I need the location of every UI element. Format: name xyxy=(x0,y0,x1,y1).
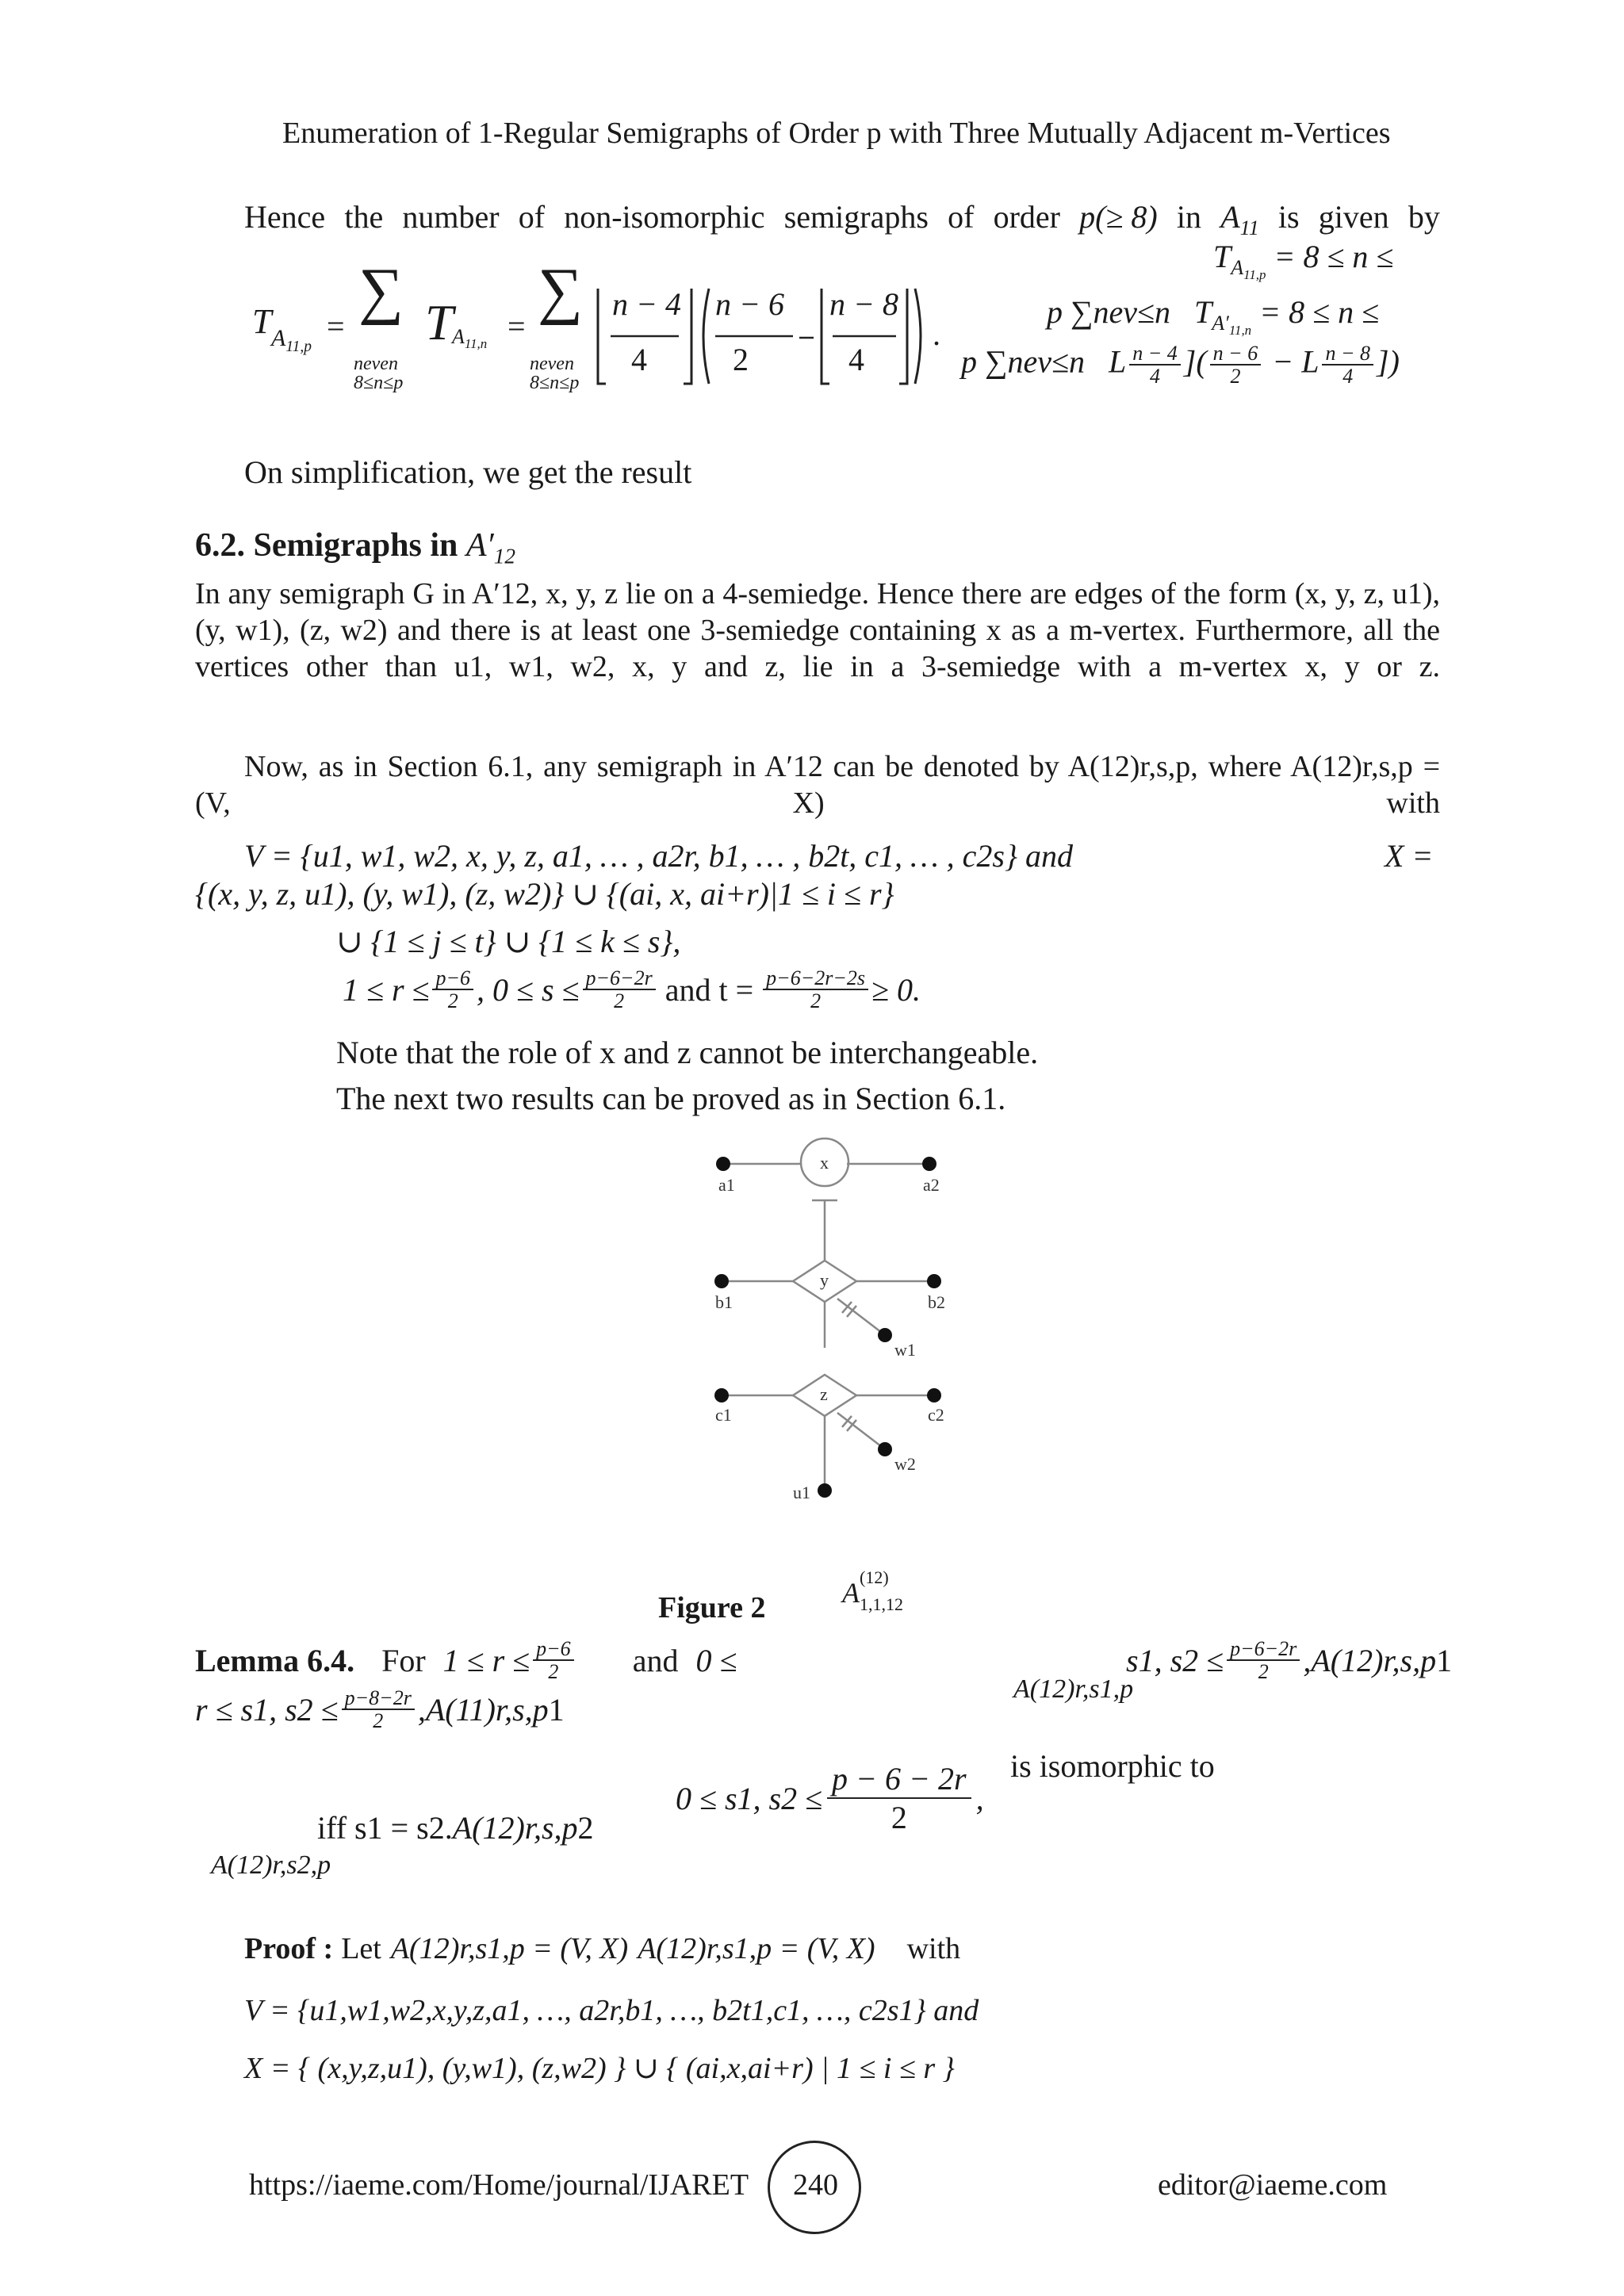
paragraph-2: Now, as in Section 6.1, any semigraph in A′12 can be denoted by A(12)r,s,p, where A(12)r,s,p = (V, X) with xyxy=(195,750,1440,820)
x-equals: X = xyxy=(1385,838,1434,874)
lemma-line-1: Lemma 6.4. For 1 ≤ r ≤ $\frac{p-6}{2}$ and 0 ≤ xyxy=(195,1637,737,1684)
garble-line-2: p ∑nev≤n $T_{A'_{11,n}} = 8 \le n$ ≤ xyxy=(1047,294,1380,339)
node-u1: u1 xyxy=(793,1483,810,1502)
node-z: z xyxy=(820,1384,828,1404)
footer-email[interactable]: editor@iaeme.com xyxy=(1158,2168,1388,2202)
proof-v-set: V = {u1,w1,w2,x,y,z,a1, …, a2r,b1, …, b2t1,c1, …, c2s1} and xyxy=(244,1994,979,2027)
simplification-text: On simplification, we get the result xyxy=(244,454,692,490)
page-number: 240 xyxy=(793,2168,838,2202)
node-b1: b1 xyxy=(715,1292,733,1312)
lemma-right: s1, s2 ≤ $\frac{p-6-2r}{2}$ , A(12)r,s,p 1 xyxy=(1126,1637,1453,1684)
note-text: Note that the role of x and z cannot be interchangeable. xyxy=(336,1035,1039,1070)
node-c2: c2 xyxy=(928,1405,944,1425)
iff-line: iff s1 = s2. A(12)r,s,p 2 xyxy=(317,1810,594,1846)
proof-line-1: Proof : Let A(12)r,s1,p = (V, X) A(12)r,s1,p = (V, X) with xyxy=(244,1932,961,1965)
figure-2-semigraph xyxy=(698,1126,967,1514)
lemma-a-rs2p: A(12)r,s2,p xyxy=(211,1850,331,1880)
figure-caption: Figure 2 xyxy=(658,1591,766,1624)
next-text: The next two results can be proved as in Section 6.1. xyxy=(336,1081,1006,1116)
lemma-big-range: 0 ≤ s1, s2 ≤ $\frac{p - 6 - 2r}{2}$ , xyxy=(676,1761,984,1835)
node-a1: a1 xyxy=(718,1175,735,1195)
node-y: y xyxy=(820,1270,829,1290)
node-w1: w1 xyxy=(894,1340,916,1360)
is-isomorphic-text: is isomorphic to xyxy=(1010,1748,1215,1784)
node-c1: c1 xyxy=(715,1405,732,1425)
garble-line-1: $T_{A_{11,p}} = 8 \le n$ ≤ xyxy=(1213,239,1394,283)
node-w2: w2 xyxy=(894,1454,916,1474)
footer-url[interactable]: https://iaeme.com/Home/journal/IJARET xyxy=(249,2168,749,2202)
intro-line: Hence the number of non-isomorphic semigraphs of order p(≥ 8) in $A_{11}$ is given by xyxy=(244,199,1440,239)
section-heading: 6.2. Semigraphs in $A'_{12}$ xyxy=(195,527,516,568)
running-title: Enumeration of 1-Regular Semigraphs of Order p with Three Mutually Adjacent m-Vertices xyxy=(282,117,1391,150)
v-set: V = {u1, w1, w2, x, y, z, a1, … , a2r, b1, … , b2t, c1, … , c2s} and xyxy=(244,838,1073,874)
union-line: ∪ {1 ≤ j ≤ t} ∪ {1 ≤ k ≤ s}, xyxy=(336,924,681,959)
node-x: x xyxy=(820,1153,829,1173)
lemma-a-rs1p: A(12)r,s1,p xyxy=(1013,1674,1134,1704)
x-set: {(x, y, z, u1), (y, w1), (z, w2)} ∪ {(ai, x, ai+r)|1 ≤ i ≤ r} xyxy=(195,876,894,912)
node-a2: a2 xyxy=(923,1175,940,1195)
node-b2: b2 xyxy=(928,1292,945,1312)
lemma-line-2: r ≤ s1, s2 ≤ $\frac{p-8-2r}{2}$ , A(11)r,s,p 1 xyxy=(195,1686,565,1733)
proof-x-set: X = { (x,y,z,u1), (y,w1), (z,w2) } ∪ { (ai,x,ai+r) | 1 ≤ i ≤ r } xyxy=(244,2052,955,2085)
paragraph-1: In any semigraph G in A′12, x, y, z lie on a 4-semiedge. Hence there are edges of the form (x, y, z, u1), (y, w1), (z, w2) and there is at least one 3-semiedge containing x as a m-vertex. Furthermore, all the vertices other than u1, w1, w2, x, y and z, lie in a 3-semiedge with a m-vertex x, y or z. xyxy=(195,577,1440,683)
range-line: 1 ≤ r ≤ $\frac{p-6}{2}$ , 0 ≤ s ≤ $\frac{p-6-2r}{2}$ and t = $\frac{p-6-2r-2s}{2}$ ≥ 0. xyxy=(343,966,921,1013)
garble-line-3: p ∑nev≤n L $\frac{n - 4}{4}$ ]( $\frac{n - 6}{2}$ − L $\frac{n - 8}{4}$ ]) xyxy=(961,342,1400,388)
caption-symbol: A (12) 1,1,12 xyxy=(842,1567,903,1614)
